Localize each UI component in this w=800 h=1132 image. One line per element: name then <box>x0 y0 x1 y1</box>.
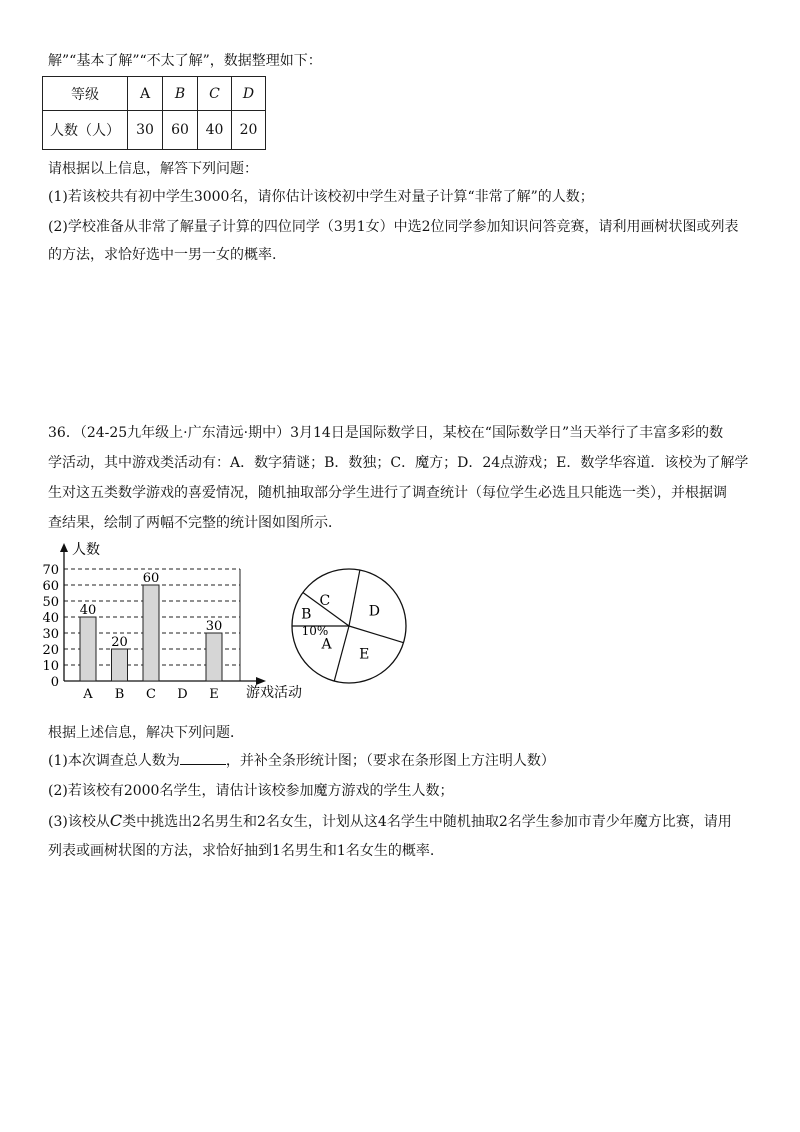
pie-slice-label: E <box>359 646 370 663</box>
y-tick-label: 0 <box>50 675 59 690</box>
table-header: D <box>232 77 266 111</box>
x-axis-arrow <box>256 677 266 685</box>
x-tick-label: A <box>83 687 93 702</box>
bar-value-label: 20 <box>111 635 128 650</box>
y-tick-label: 60 <box>42 579 59 594</box>
bar <box>80 617 96 681</box>
grade-table <box>42 76 266 150</box>
bar-value-label: 30 <box>205 619 223 634</box>
question-1: (1)若该校共有初中学生3000名，请你估计该校初中学生对量子计算“非常了解”的人数； <box>48 189 594 205</box>
bar-chart <box>30 536 320 706</box>
question-intro: 请根据以上信息，解答下列问题： <box>48 161 258 177</box>
y-tick-label: 10 <box>42 659 59 674</box>
y-tick-label: 20 <box>42 643 59 658</box>
x-axis-label: 游戏活动 <box>246 685 302 701</box>
after-chart-text: 根据上述信息，解决下列问题． <box>48 725 244 741</box>
table-cell: 40 <box>198 111 232 150</box>
q1-text-after: ，并补全条形统计图；（要求在条形图上方注明人数） <box>225 753 555 769</box>
table-cell: 60 <box>163 111 198 150</box>
problem-36-q2: (2)若该校有2000名学生，请估计该校参加魔方游戏的学生人数； <box>48 783 454 799</box>
bar-value-label: 40 <box>79 603 97 618</box>
x-tick-label: B <box>114 687 125 702</box>
problem-36-line-4: 查结果，绘制了两幅不完整的统计图如图所示． <box>48 515 342 531</box>
bar <box>112 649 128 681</box>
bar-value-label: 60 <box>142 571 160 586</box>
y-axis-label: 人数 <box>72 542 100 558</box>
table-row-label: 人数（人） <box>43 111 128 150</box>
table-header: B <box>163 77 198 111</box>
problem-36-line-2: 学活动，其中游戏类活动有：A．数字猜谜；B．数独；C．魔方；D．24点游戏；E．数学华容道．该校为了解学 <box>48 455 749 471</box>
table-header: A <box>128 77 163 111</box>
continued-text: 解”“基本了解”“不太了解”，数据整理如下： <box>48 53 322 69</box>
y-tick-label: 30 <box>42 627 59 642</box>
problem-36-line-1: 36．（24-25九年级上·广东清远·期中）3月14日是国际数学日，某校在“国际数学日”当天举行了丰富多彩的数 <box>48 425 724 441</box>
question-2-line-2: 的方法，求恰好选中一男一女的概率. <box>48 247 277 263</box>
x-tick-label: C <box>146 687 156 702</box>
pie-percent-label: 10% <box>301 624 329 638</box>
bar <box>143 585 159 681</box>
table-header: 等级 <box>43 77 128 111</box>
pie-slice-label: A <box>321 636 332 653</box>
q3-letter: C <box>109 811 123 830</box>
problem-36-line-3: 生对这五类数学游戏的喜爱情况，随机抽取部分学生进行了调查统计（每位学生必选且只能选一类），并根据调 <box>48 485 727 501</box>
pie-slice-label: D <box>368 603 381 620</box>
q3-rest: 类中挑选出2名男生和2名女生，计划从这4名学生中随机抽取2名学生参加市青少年魔方比赛，请用 <box>122 814 732 830</box>
pie-slice-label: B <box>301 606 312 623</box>
table-cell: 30 <box>128 111 163 150</box>
x-tick-label: E <box>209 687 219 702</box>
y-tick-label: 50 <box>42 595 59 610</box>
y-tick-label: 70 <box>42 563 59 578</box>
answer-blank <box>180 752 226 765</box>
problem-36-q1 <box>48 752 555 770</box>
y-tick-label: 40 <box>42 611 59 626</box>
table-header: C <box>198 77 232 111</box>
problem-36-q3-line-2: 列表或画树状图的方法，求恰好抽到1名男生和1名女生的概率. <box>48 843 435 859</box>
y-axis-arrow <box>60 543 68 552</box>
table-cell: 20 <box>232 111 266 150</box>
bar <box>206 633 222 681</box>
question-2-line-1: (2)学校准备从非常了解量子计算的四位同学（3男1女）中选2位同学参加知识问答竞赛，请利用画树状图或列表 <box>48 219 739 235</box>
problem-36-q3-line-1 <box>48 812 732 831</box>
pie-chart <box>288 565 412 689</box>
pie-slice-label: C <box>319 593 331 610</box>
x-tick-label: D <box>177 687 188 702</box>
q1-text-before: (1)本次调查总人数为 <box>48 753 180 769</box>
q3-prefix: (3)该校从 <box>48 814 110 830</box>
